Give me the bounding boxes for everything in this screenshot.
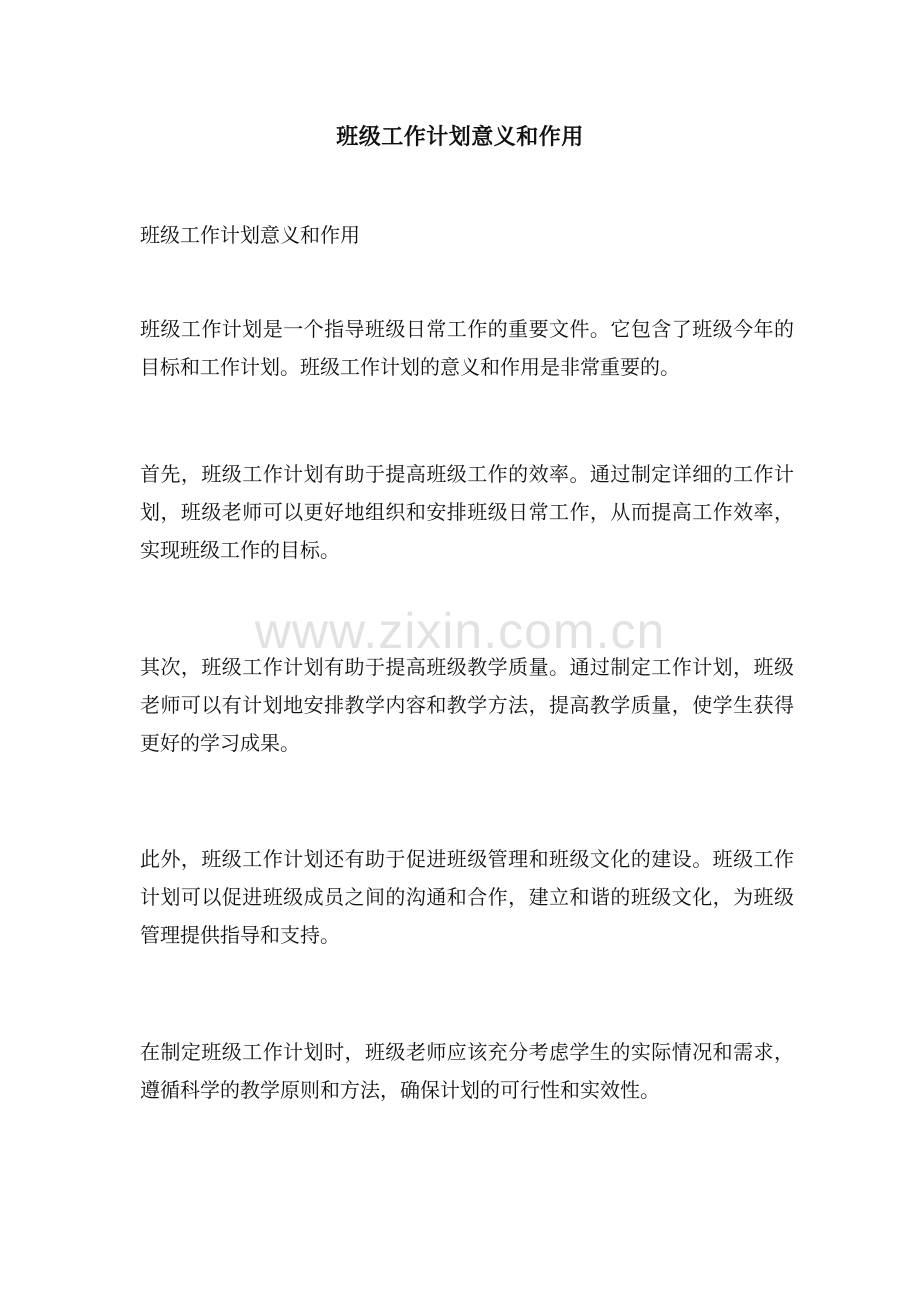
document-subtitle: 班级工作计划意义和作用 [140,223,360,247]
paragraph-intro: 班级工作计划是一个指导班级日常工作的重要文件。它包含了班级今年的目标和工作计划。班级工作计划的意义和作用是非常重要的。 [140,317,794,379]
paragraph-third: 此外，班级工作计划还有助于促进班级管理和班级文化的建设。班级工作计划可以促进班级成员之间的沟通和合作，建立和谐的班级文化，为班级管理提供指导和支持。 [140,847,794,947]
paragraph-second: 其次，班级工作计划有助于提高班级教学质量。通过制定工作计划，班级老师可以有计划地安排教学内容和教学方法，提高教学质量，使学生获得更好的学习成果。 [140,655,794,755]
document-title: 班级工作计划意义和作用 [336,124,584,150]
paragraph-conclusion: 在制定班级工作计划时，班级老师应该充分考虑学生的实际情况和需求，遵循科学的教学原则和方法，确保计划的可行性和实效性。 [140,1040,794,1102]
paragraph-first: 首先，班级工作计划有助于提高班级工作的效率。通过制定详细的工作计划，班级老师可以更好地组织和安排班级日常工作，从而提高工作效率，实现班级工作的目标。 [140,462,794,562]
watermark-text: www.zixin.com.cn [254,603,666,659]
